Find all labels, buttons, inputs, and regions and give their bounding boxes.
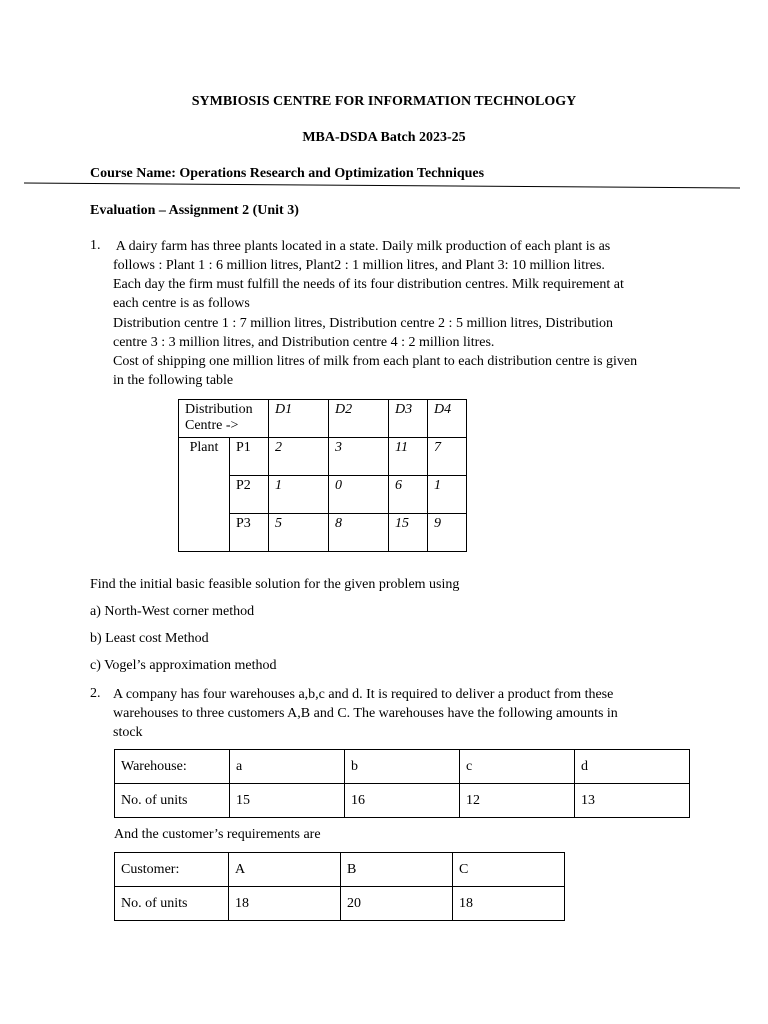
cost-table — [178, 399, 467, 552]
method-item: a) North-West corner method — [90, 604, 255, 619]
column-header: D2 — [329, 400, 389, 438]
warehouse-table — [114, 749, 690, 818]
table-header-cell: d — [575, 750, 690, 784]
q1-line: in the following table — [113, 373, 234, 388]
table-header-cell: b — [345, 750, 460, 784]
cost-cell: 5 — [269, 514, 329, 552]
column-header: D4 — [428, 400, 467, 438]
table-cell: 16 — [345, 784, 460, 818]
method-item: c) Vogel’s approximation method — [90, 658, 277, 673]
table-cell: 18 — [229, 887, 341, 921]
cost-cell: 7 — [428, 438, 467, 476]
corner-line: Centre -> — [185, 418, 239, 433]
plant-name: P3 — [230, 514, 269, 552]
table-cell: 13 — [575, 784, 690, 818]
cost-cell: 11 — [389, 438, 428, 476]
table-cell: 15 — [230, 784, 345, 818]
course-name: Course Name: Operations Research and Optimization Techniques — [90, 166, 485, 181]
corner-header — [179, 400, 269, 438]
cost-cell: 15 — [389, 514, 428, 552]
cost-cell: 8 — [329, 514, 389, 552]
table-header-cell: B — [341, 853, 453, 887]
q2-number: 2. — [90, 686, 101, 701]
q2-line: warehouses to three customers A,B and C. The warehouses have the following amounts in — [113, 706, 618, 721]
cost-cell: 9 — [428, 514, 467, 552]
table-header-cell: C — [453, 853, 565, 887]
cost-cell: 1 — [428, 476, 467, 514]
q1-line: Cost of shipping one million litres of milk from each plant to each distribution centre is given — [113, 354, 638, 369]
institute-title: SYMBIOSIS CENTRE FOR INFORMATION TECHNOLOGY — [191, 94, 577, 109]
cost-cell: 3 — [329, 438, 389, 476]
q1-line: each centre is as follows — [113, 296, 250, 311]
plant-name: P2 — [230, 476, 269, 514]
plant-label: Plant — [179, 438, 230, 552]
customer-table — [114, 852, 565, 921]
table-cell: 20 — [341, 887, 453, 921]
header-divider — [0, 0, 768, 200]
q1-line: Each day the firm must fulfill the needs of its four distribution centres. Milk requirement at — [113, 277, 624, 292]
table-header-cell: a — [230, 750, 345, 784]
q1-line: follows : Plant 1 : 6 million litres, Plant2 : 1 million litres, and Plant 3: 10 million litres. — [113, 258, 605, 273]
table-cell: No. of units — [115, 887, 229, 921]
column-header: D3 — [389, 400, 428, 438]
method-item: b) Least cost Method — [90, 631, 209, 646]
q1-line: Distribution centre 1 : 7 million litres, Distribution centre 2 : 5 million litres, Distribution — [113, 316, 614, 331]
column-header: D1 — [269, 400, 329, 438]
table-header-cell: A — [229, 853, 341, 887]
cost-cell: 2 — [269, 438, 329, 476]
task-text: Find the initial basic feasible solution for the given problem using — [90, 577, 460, 592]
evaluation-title: Evaluation – Assignment 2 (Unit 3) — [90, 203, 299, 218]
q1-number: 1. — [90, 238, 101, 253]
corner-line: Distribution — [185, 402, 253, 417]
table-header-cell: Customer: — [115, 853, 229, 887]
q1-line: A dairy farm has three plants located in a state. Daily milk production of each plant is as — [113, 239, 611, 254]
table-cell: 12 — [460, 784, 575, 818]
plant-name: P1 — [230, 438, 269, 476]
table-cell: 18 — [453, 887, 565, 921]
table-header-cell: c — [460, 750, 575, 784]
table-header-cell: Warehouse: — [115, 750, 230, 784]
q2-line: A company has four warehouses a,b,c and d. It is required to deliver a product from these — [113, 687, 614, 702]
cost-cell: 0 — [329, 476, 389, 514]
cost-cell: 1 — [269, 476, 329, 514]
q1-line: centre 3 : 3 million litres, and Distribution centre 4 : 2 million litres. — [113, 335, 495, 350]
batch-title: MBA-DSDA Batch 2023-25 — [302, 130, 466, 145]
cost-cell: 6 — [389, 476, 428, 514]
q2-line: stock — [113, 725, 143, 740]
requirements-text: And the customer’s requirements are — [114, 827, 321, 842]
table-cell: No. of units — [115, 784, 230, 818]
